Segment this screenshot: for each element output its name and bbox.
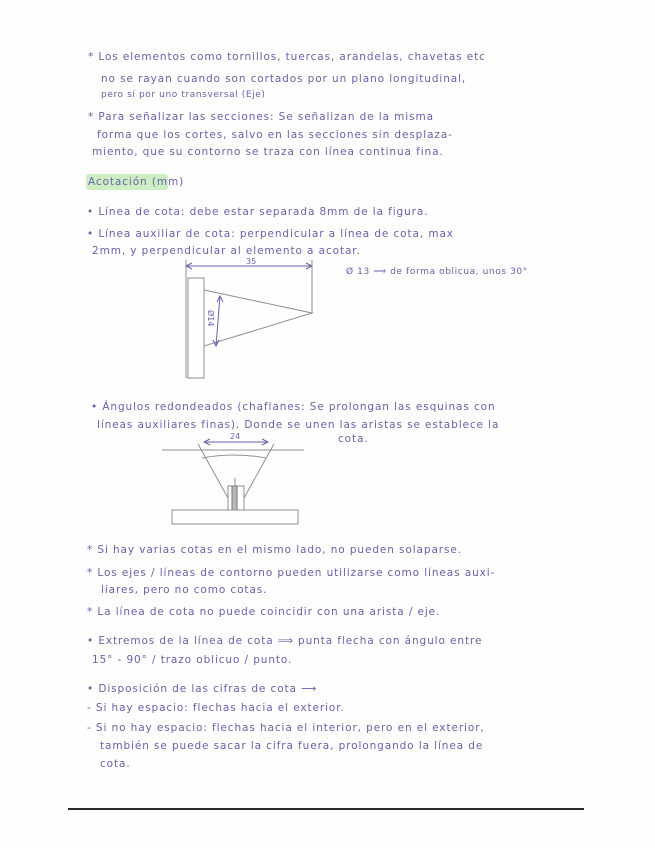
dimension-figure-2 [158, 428, 308, 528]
note-line: no se rayan cuando son cortados por un plano longitudinal, [101, 73, 467, 85]
note-line: Ø 13 ⟹ de forma oblicua, unos 30° [346, 267, 528, 277]
note-line: - Si no hay espacio: flechas hacia el interior, pero en el exterior, [87, 722, 485, 734]
arc [202, 455, 266, 458]
dimension-figure-1 [180, 258, 320, 388]
note-line: 2mm, y perpendicular al elemento a acotar. [92, 245, 361, 257]
note-line: cota. [338, 433, 369, 445]
note-line: líneas auxiliares finas). Donde se unen las aristas se establece la [97, 419, 500, 431]
dim-label-diameter: Ø14 [206, 310, 215, 327]
note-line: cota. [100, 758, 131, 770]
note-line: * Para señalizar las secciones: Se señalizan de la misma [88, 111, 434, 123]
section-heading: Acotación (mm) [88, 176, 185, 188]
note-line: pero sí por uno transversal (Eje) [101, 90, 266, 100]
note-line: * La línea de cota no puede coincidir con una arista / eje. [87, 606, 441, 618]
note-line: forma que los cortes, salvo en las secciones sin desplaza- [97, 129, 453, 141]
pin-shade [232, 486, 237, 510]
note-line: • Línea de cota: debe estar separada 8mm de la figura. [87, 206, 429, 218]
note-line: • Línea auxiliar de cota: perpendicular a línea de cota, max [87, 228, 454, 240]
note-line: también se puede sacar la cifra fuera, prolongando la línea de [100, 740, 484, 752]
base-plate [172, 510, 298, 524]
note-line: liares, pero no como cotas. [101, 584, 268, 596]
note-line: * Si hay varias cotas en el mismo lado, no pueden solaparse. [87, 544, 462, 556]
note-line: * Los elementos como tornillos, tuercas, arandelas, chavetas etc [88, 51, 486, 63]
note-line: miento, que su contorno se traza con línea continua fina. [92, 146, 444, 158]
plate-rect [188, 278, 204, 378]
dim-line-diameter [216, 296, 220, 346]
page-bottom-rule [68, 808, 584, 810]
chamfer-edge-right [244, 444, 274, 498]
note-line: * Los ejes / líneas de contorno pueden utilizarse como líneas auxi- [87, 567, 496, 579]
note-line: • Disposición de las cifras de cota ⟶ [87, 683, 318, 695]
note-line: 15° - 90° / trazo oblicuo / punto. [92, 654, 293, 666]
note-line: • Extremos de la línea de cota ⟹ punta flecha con ángulo entre [87, 635, 483, 647]
dim-label-35: 35 [246, 257, 257, 266]
note-line: - Si hay espacio: flechas hacia el exterior. [87, 702, 345, 714]
chamfer-edge-left [198, 444, 228, 498]
note-line: • Ángulos redondeados (chaflanes: Se prolongan las esquinas con [91, 401, 496, 413]
dim-label-24: 24 [230, 432, 241, 441]
